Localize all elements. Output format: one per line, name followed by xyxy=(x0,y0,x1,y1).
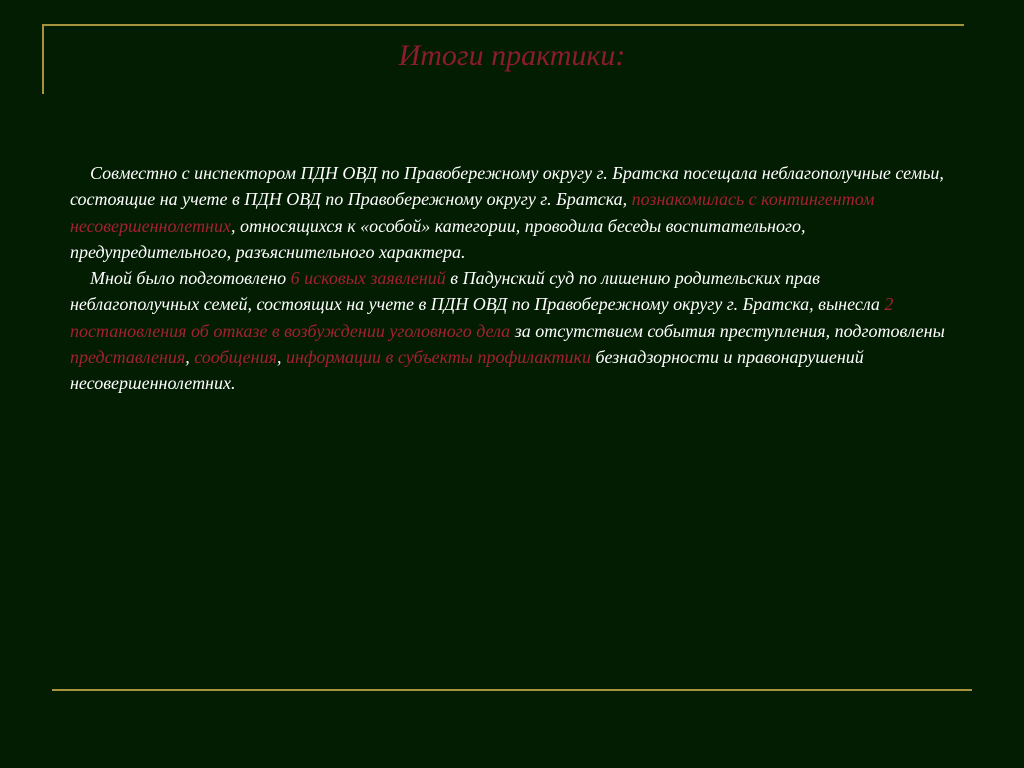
highlight-information-to-subjects: информации в субъекты профилактики xyxy=(285,347,591,368)
paragraph2-text-2: в Падунский суд по лишению родительских прав неблагополучных семей, состоящих на учете в ПДН ОВД по Правобережному округу г. Братска, вынесла xyxy=(70,268,885,315)
frame-bottom-line xyxy=(52,689,972,691)
slide-title: Итоги практики: xyxy=(398,39,626,72)
paragraph2-text-6: безнадзорности и правонарушений несовершеннолетних. xyxy=(70,347,864,394)
paragraph-prepared-documents xyxy=(70,265,950,396)
paragraph2-text-4: , xyxy=(185,347,195,368)
highlight-contingent: познакомилась с контингентом несовершеннолетних xyxy=(70,189,875,236)
slide-body xyxy=(70,160,950,397)
highlight-submissions: представления xyxy=(70,347,186,368)
paragraph1-text-2: , относящихся к «особой» категории, проводила беседы воспитательного, предупредительного, разъяснительного характера. xyxy=(70,215,806,262)
highlight-reports: сообщения xyxy=(194,347,277,368)
paragraph1-text-1: Совместно с инспектором ПДН ОВД по Правобережному округу г. Братска посещала неблагополучные семьи, состоящие на учете в ПДН ОВД по Правобережному округу г. Братска, xyxy=(70,163,944,210)
paragraph-joint-visits xyxy=(70,160,950,265)
paragraph2-text-1: Мной было подготовлено xyxy=(90,268,291,289)
paragraph2-text-3: за отсутствием события преступления, подготовлены xyxy=(510,320,945,341)
frame-top-line xyxy=(42,24,964,26)
paragraph2-text-5: , xyxy=(276,347,286,368)
highlight-claims: 6 исковых заявлений xyxy=(290,268,446,289)
highlight-refusal-decisions: 2 постановления об отказе в возбуждении уголовного дела xyxy=(70,294,894,341)
